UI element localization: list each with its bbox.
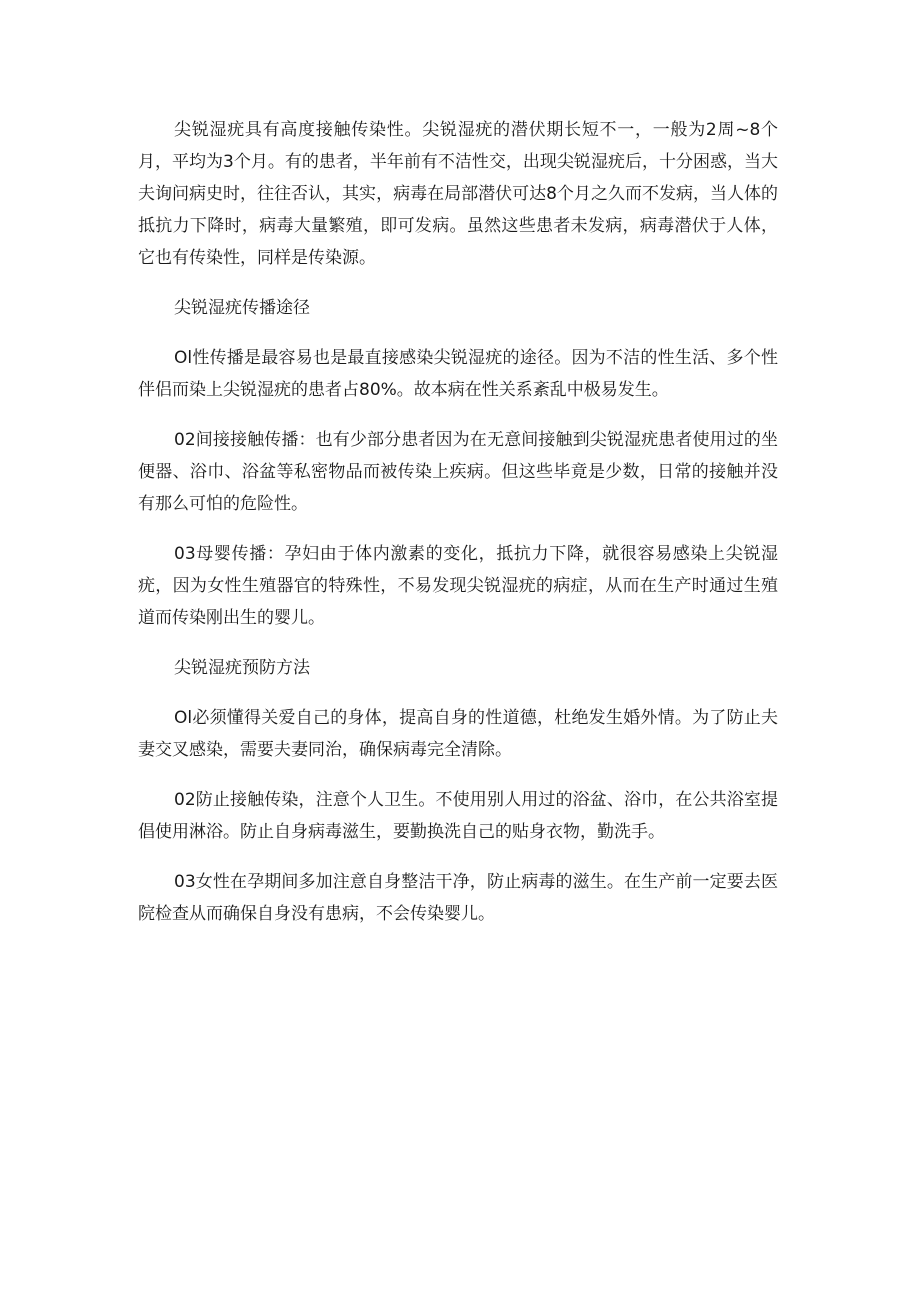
paragraph-incubation: 尖锐湿疣具有高度接触传染性。尖锐湿疣的潜伏期长短不一，一般为2周~8个月，平均为3个月。有的患者，半年前有不洁性交，出现尖锐湿疣后，十分困惑，当大夫询问病史时，往往否认，其实，病毒在局部潜伏可达8个月之久而不发病，当人体的抵抗力下降时，病毒大量繁殖，即可发病。虽然这些患者未发病，病毒潜伏于人体，它也有传染性，同样是传染源。 [138, 120, 778, 268]
paragraph-prevention-2: 02防止接触传染，注意个人卫生。不使用别人用过的浴盆、浴巾，在公共浴室提倡使用淋浴。防止自身病毒滋生，要勤换洗自己的贴身衣物，勤洗手。 [138, 790, 778, 842]
paragraph-indirect-transmission: 02间接接触传播：也有少部分患者因为在无意间接触到尖锐湿疣患者使用过的坐便器、浴巾、浴盆等私密物品而被传染上疾病。但这些毕竟是少数，日常的接触并没有那么可怕的危险性。 [138, 430, 778, 514]
section-heading-prevention: 尖锐湿疣预防方法 [174, 658, 310, 678]
paragraph-mother-infant-transmission: 03母婴传播：孕妇由于体内激素的变化，抵抗力下降，就很容易感染上尖锐湿疣，因为女性生殖器官的特殊性，不易发现尖锐湿疣的病症，从而在生产时通过生殖道而传染刚出生的婴儿。 [138, 544, 778, 628]
document-body [138, 114, 778, 948]
paragraph-sexual-transmission: Ol性传播是最容易也是最直接感染尖锐湿疣的途径。因为不洁的性生活、多个性伴侣而染上尖锐湿疣的患者占80%。故本病在性关系紊乱中极易发生。 [138, 348, 778, 400]
paragraph-prevention-1: Ol必须懂得关爱自己的身体，提高自身的性道德，杜绝发生婚外情。为了防止夫妻交叉感染，需要夫妻同治，确保病毒完全清除。 [138, 708, 778, 760]
paragraph-prevention-3: 03女性在孕期间多加注意自身整洁干净，防止病毒的滋生。在生产前一定要去医院检查从而确保自身没有患病，不会传染婴儿。 [138, 872, 778, 924]
section-heading-transmission: 尖锐湿疣传播途径 [174, 298, 310, 318]
